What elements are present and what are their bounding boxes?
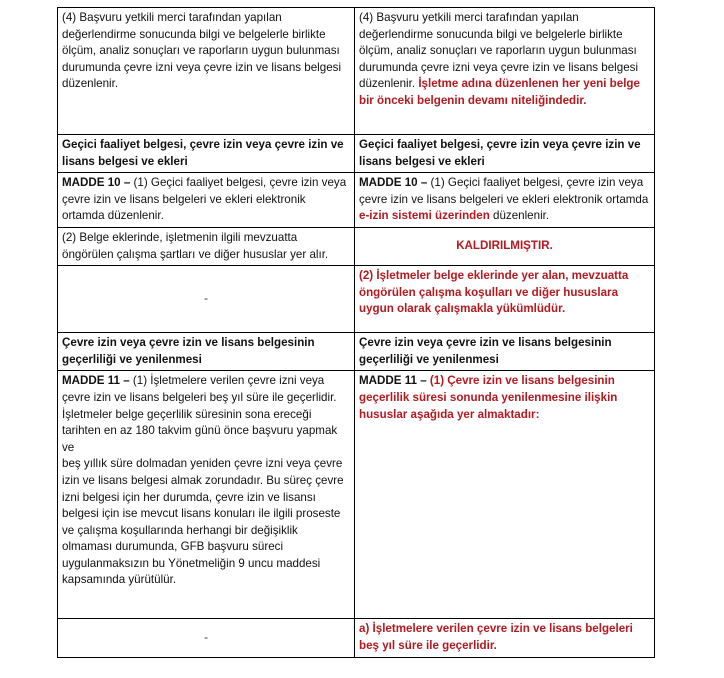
removed-notice: KALDIRILMIŞTIR. bbox=[355, 227, 655, 265]
new-paragraph: (4) Başvuru yetkili merci tarafından yapılan değerlendirme sonucunda bilgi ve belgelerle birlikte ölçüm, analiz sonuçları ve raporların uygun bulunması durumunda çevre izni veya çevre izin ve lisans belgesi düzenlenir. bbox=[359, 11, 639, 91]
added-paragraph: (2) İşletmeler belge eklerinde yer alan, mevzuatta öngörülen çalışma koşulları ve diğer hususlara uygun olarak çalışmakla yükümlüdür. bbox=[355, 266, 655, 333]
old-paragraph: ve çalışma koşullarında herhangi bir değişiklik olmaması durumunda, GFB başvuru süreci uygulanmaksızın bu Yönetmeliğin 9 uncu maddesi kapsamında yürütülür. bbox=[62, 523, 321, 587]
old-text-cell bbox=[58, 371, 355, 619]
new-text-cell bbox=[355, 8, 655, 135]
table-row bbox=[58, 135, 655, 173]
old-heading: Geçici faaliyet belgesi, çevre izin veya çevre izin ve lisans belgesi ve ekleri bbox=[58, 135, 355, 173]
table-row bbox=[58, 173, 655, 228]
old-text-cell: (2) Belge eklerinde, işletmenin ilgili mevzuatta öngörülen çalışma şartları ve diğer hususlar yer alır. bbox=[58, 227, 355, 265]
article-label: MADDE 11 – bbox=[359, 374, 427, 388]
new-heading: Geçici faaliyet belgesi, çevre izin veya çevre izin ve lisans belgesi ve ekleri bbox=[355, 135, 655, 173]
comparison-table bbox=[57, 7, 655, 658]
old-text-cell bbox=[58, 8, 355, 135]
old-paragraph: (1) İşletmelere verilen çevre izni veya çevre izin ve lisans belgeleri beş yıl süre ile geçerlidir. İşletmeler belge geçerlilik süresinin sona ereceği tarihten en az 180 takvim günü önce başvuru yapmak ve bbox=[62, 374, 338, 454]
table-row bbox=[58, 619, 655, 657]
new-paragraph: (1) Geçici faaliyet belgesi, çevre izin veya çevre izin ve lisans belgeleri ve ekleri elektronik ortamda bbox=[359, 176, 649, 206]
table-row bbox=[58, 8, 655, 135]
new-heading: Çevre izin veya çevre izin ve lisans belgesinin geçerliliği ve yenilenmesi bbox=[355, 333, 655, 371]
new-text-cell bbox=[355, 173, 655, 228]
table-row bbox=[58, 227, 655, 265]
added-paragraph: a) İşletmelere verilen çevre izin ve lisans belgeleri beş yıl süre ile geçerlidir. bbox=[355, 619, 655, 657]
article-label: MADDE 10 – bbox=[359, 176, 428, 190]
table-row bbox=[58, 371, 655, 619]
old-paragraph: beş yıllık süre dolmadan yeniden çevre izni veya çevre izin ve lisans belgesi almak zorundadır. Bu süreç çevre izni belgesi için her durumda, çevre izin ve lisansı belgesi için ise mevcut lisans konuları ile ilgili proseste bbox=[62, 457, 344, 521]
table-row bbox=[58, 266, 655, 333]
old-text-cell bbox=[58, 173, 355, 228]
old-paragraph: (1) Geçici faaliyet belgesi, çevre izin veya çevre izin ve lisans belgeleri ve ekleri elektronik ortamda düzenlenir. bbox=[62, 176, 347, 223]
added-text: (1) Çevre izin ve lisans belgesinin geçerlilik süresi sonunda yenilenmesine ilişkin hususlar aşağıda yer almaktadır: bbox=[359, 374, 618, 421]
added-text: e-izin sistemi üzerinden bbox=[359, 209, 490, 223]
new-text-cell bbox=[355, 371, 655, 619]
empty-cell: - bbox=[58, 266, 355, 333]
old-paragraph: (4) Başvuru yetkili merci tarafından yapılan değerlendirme sonucunda bilgi ve belgelerle birlikte ölçüm, analiz sonuçları ve raporların uygun bulunması durumunda çevre izni veya çevre izin ve lisans belgesi düzenlenir. bbox=[62, 11, 342, 91]
article-label: MADDE 10 – bbox=[62, 176, 131, 190]
old-heading: Çevre izin veya çevre izin ve lisans belgesinin geçerliliği ve yenilenmesi bbox=[58, 333, 355, 371]
empty-cell: - bbox=[58, 619, 355, 657]
new-paragraph-end: düzenlenir. bbox=[493, 209, 550, 223]
article-label: MADDE 11 – bbox=[62, 374, 130, 388]
added-text: İşletme adına düzenlenen her yeni belge bir önceki belgenin devamı niteliğindedir. bbox=[359, 77, 640, 107]
table-row bbox=[58, 333, 655, 371]
